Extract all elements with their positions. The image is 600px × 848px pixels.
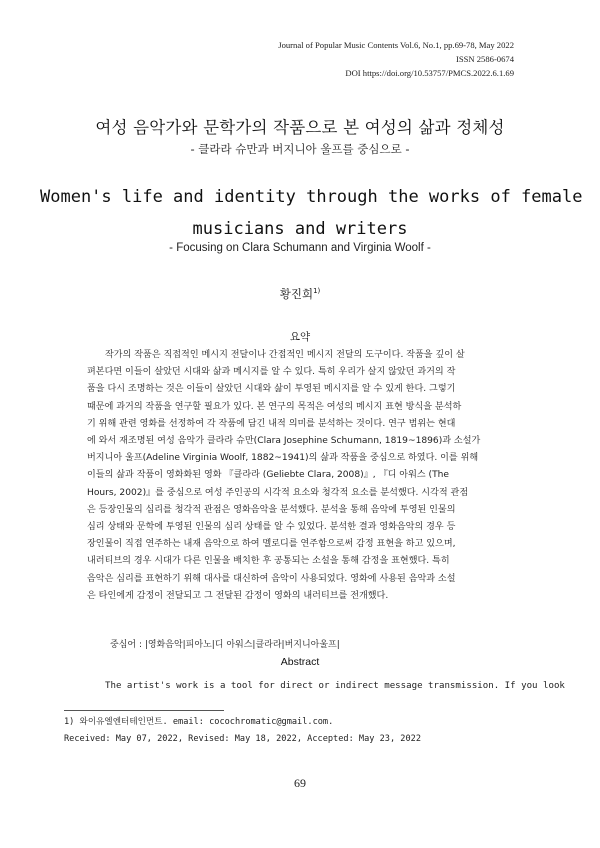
footnote-dates: Received: May 07, 2022, Revised: May 18, 2022, Accepted: May 23, 2022 xyxy=(64,734,421,744)
abstract-line: 때문에 과거의 작품을 연구할 필요가 있다. 본 연구의 목적은 여성의 메시지 표현 방식을 분석하 xyxy=(87,401,462,412)
author-footnote-mark: 1) xyxy=(313,287,321,296)
footnote-divider xyxy=(64,710,224,711)
subtitle-english: - Focusing on Clara Schumann and Virginia Woolf - xyxy=(169,242,431,254)
abstract-line: 기 위해 관련 영화를 선정하여 각 작품에 담긴 내적 의미를 분석하는 것이다. 연구 범위는 현대 xyxy=(87,418,456,429)
abstract-line: 심리 상태와 문학에 투영된 인물의 심리 상태를 알 수 있었다. 분석한 결과 영화음악의 경우 등 xyxy=(87,522,456,533)
subtitle-korean: - 클라라 슈만과 버지니아 울프를 중심으로 - xyxy=(190,142,410,156)
author-name: 황진희 xyxy=(279,287,314,301)
title-english-line-1: Women's life and identity through the works of female xyxy=(40,187,583,207)
abstract-line: 음악은 심리를 표현하기 위해 대사를 대신하여 음악이 사용되었다. 영화에 사용된 음악과 소설 xyxy=(87,573,456,584)
abstract-line: 버지니아 울프(Adeline Virginia Woolf, 1882~1941)의 삶과 작품을 중심으로 하였다. 이를 위해 xyxy=(87,453,479,464)
abstract-english-first-line: The artist's work is a tool for direct or indirect message transmission. If you look xyxy=(105,681,565,691)
abstract-line: 펴본다면 이들이 살았던 시대와 삶과 메시지를 알 수 있다. 특히 우리가 살지 않았던 과거의 작 xyxy=(87,367,456,378)
abstract-korean-body xyxy=(87,347,513,605)
abstract-korean-heading: 요약 xyxy=(289,331,311,343)
abstract-line: 내러티브의 경우 시대가 다른 인물을 배치한 후 공통되는 소설을 통해 감정을 표현했다. 특히 xyxy=(87,556,450,567)
journal-doi: DOI https://doi.org/10.53757/PMCS.2022.6.1.69 xyxy=(345,68,514,78)
footnotes xyxy=(64,714,421,748)
author-line xyxy=(0,286,600,302)
journal-issn: ISSN 2586-0674 xyxy=(455,54,514,64)
abstract-english-heading: Abstract xyxy=(280,656,320,668)
abstract-line: 은 등장인물의 심리를 청각적 관점은 영화음악을 분석했다. 분석을 통해 음악에 투영된 인물의 xyxy=(87,504,456,515)
footnote-affiliation: 1) 와이유엘엔터테인먼트. email: cocochromatic@gmail.com. xyxy=(64,717,334,727)
abstract-line: 은 타인에게 감정이 전달되고 그 전달된 감정이 영화의 내러티브를 전개했다. xyxy=(87,590,389,601)
abstract-line: 작가의 작품은 직접적인 메시지 전달이나 간접적인 메시지 전달의 도구이다. 작품을 깊이 살 xyxy=(105,350,465,360)
abstract-line: 장인물이 직접 연주하는 내재 음악으로 하여 멜로디를 연주함으로써 감정 표현을 하고 있으며, xyxy=(87,539,456,550)
page-number: 69 xyxy=(294,776,306,790)
keywords: 중심어 : |영화음악|피아노|디 아워스|클라라|버지니아울프| xyxy=(110,640,340,650)
title-english xyxy=(40,181,583,245)
journal-citation: Journal of Popular Music Contents Vol.6, No.1, pp.69-78, May 2022 xyxy=(278,40,514,50)
title-english-line-2: musicians and writers xyxy=(192,219,408,239)
abstract-line: 품을 다시 조명하는 것은 이들이 살았던 시대와 삶이 투영된 메시지를 알 수 있게 한다. 그렇기 xyxy=(87,384,456,395)
title-korean: 여성 음악가와 문학가의 작품으로 본 여성의 삶과 정체성 xyxy=(95,118,505,137)
abstract-line: 에 와서 재조명된 여성 음악가 클라라 슈만(Clara Josephine Schumann, 1819~1896)과 소설가 xyxy=(87,436,481,447)
abstract-line: Hours, 2002)』를 중심으로 여성 주인공의 시각적 요소와 청각적 요소를 분석했다. 시각적 관점 xyxy=(87,487,469,498)
abstract-line: 이들의 삶과 작품이 영화화된 영화 『클라라 (Geliebte Clara, 2008)』, 『디 아워스 (The xyxy=(87,470,450,481)
journal-header xyxy=(278,38,514,80)
